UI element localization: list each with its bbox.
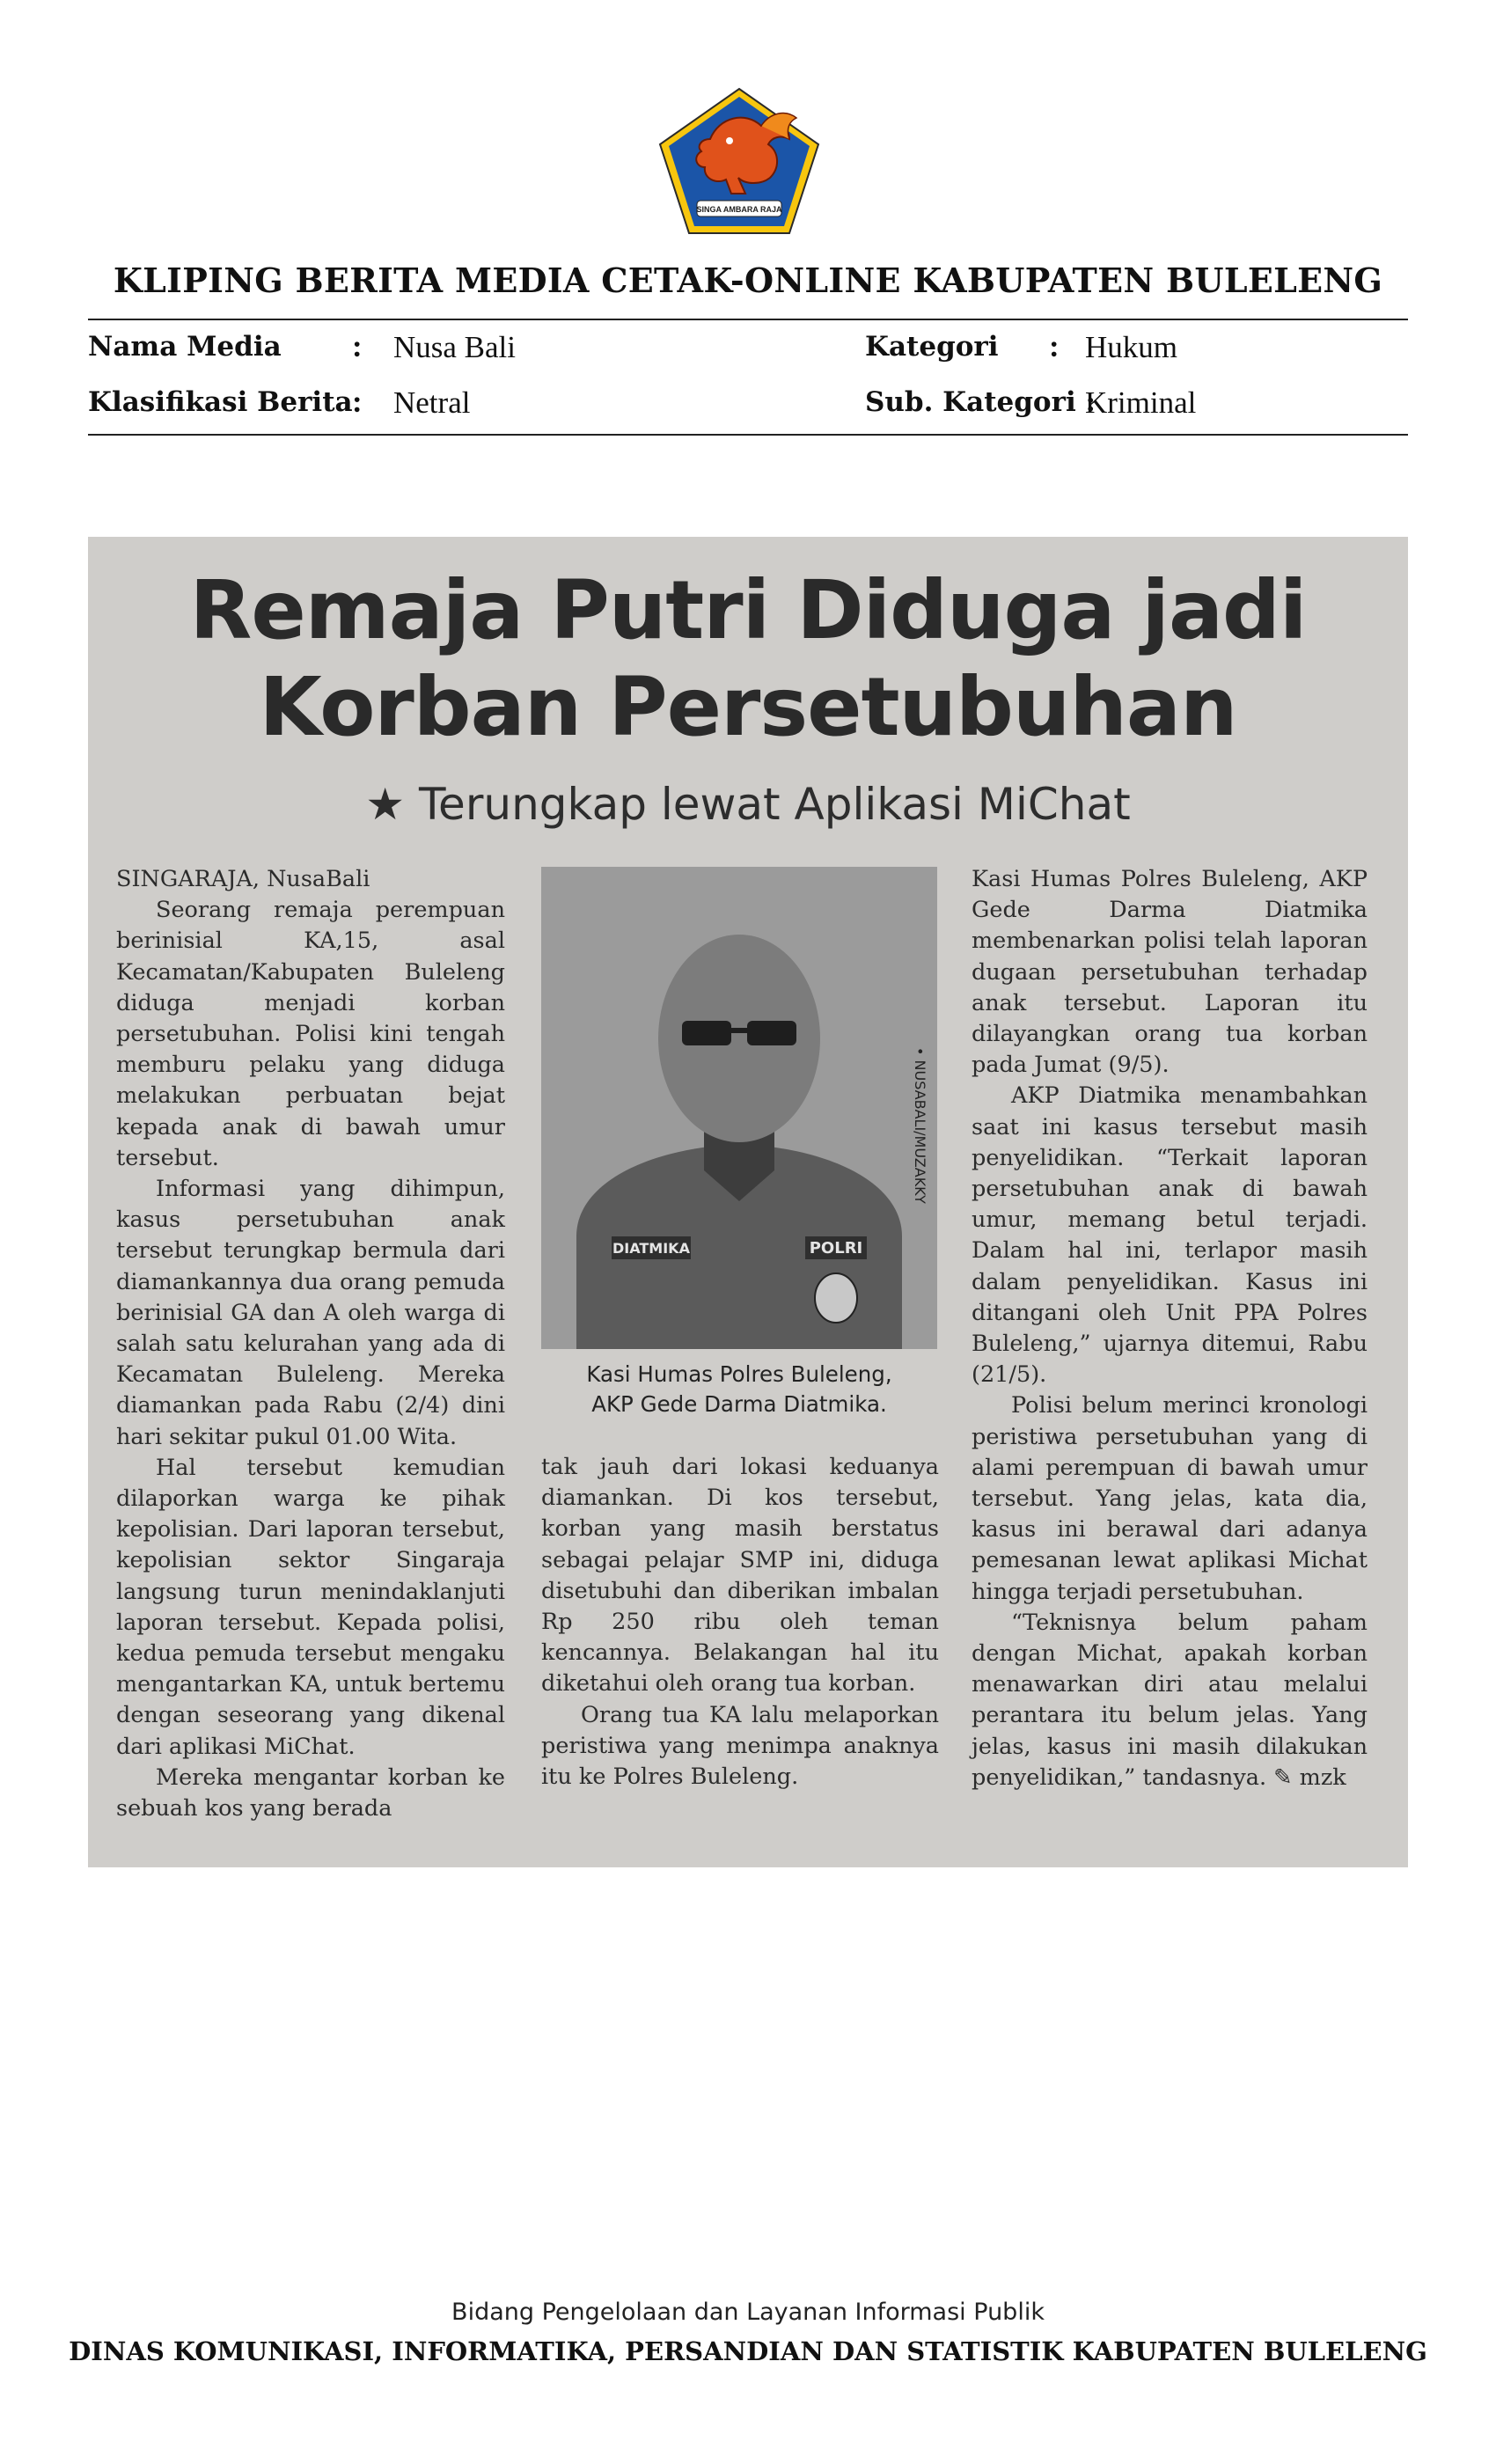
category-value: Hukum [1085, 330, 1177, 364]
classification-label: Klasifikasi Berita [88, 386, 353, 418]
article-paragraph: Orang tua KA lalu melaporkan peristiwa yang menimpa anaknya itu ke Polres Buleleng. [541, 1701, 939, 1791]
subcategory-value: Kriminal [1085, 385, 1197, 420]
buleleng-regency-logo [657, 86, 821, 236]
footer-title: DINAS KOMUNIKASI, INFORMATIKA, PERSANDIAN DAN STATISTIK KABUPATEN BULELENG [69, 2336, 1427, 2366]
caption-line-2: AKP Gede Darma Diatmika. [591, 1391, 887, 1417]
headline-line-2: Korban Persetubuhan [259, 660, 1237, 754]
subcategory-label: Sub. Kategori : [865, 386, 1096, 418]
logo-motto: SINGA AMBARA RAJA [696, 205, 782, 214]
article-column-3 [972, 864, 1368, 1793]
header-bottom-divider [88, 434, 1408, 436]
header-top-divider [88, 319, 1408, 320]
classification-value: Netral [393, 385, 471, 420]
photo-credit: • NUSABALI/MUZAKKY [912, 1047, 928, 1204]
article-paragraph: “Teknisnya belum paham dengan Michat, apakah korban menawarkan diri atau melalui perantara itu belum jelas. Yang jelas, kasus ini masih dilakukan penyelidikan,” tandasnya. ✎ mzk [972, 1609, 1368, 1791]
article-paragraph: AKP Diatmika menambahkan saat ini kasus tersebut masih penyelidikan. “Terkait laporan persetubuhan anak di bawah umur, memang betul terjadi. Dalam hal ini, terlapor masih dalam penyelidikan. Kasus ini ditangani oleh Unit PPA Polres Buleleng,” ujarnya ditemui, Rabu (21/5). [972, 1082, 1368, 1389]
article-subheadline: ★ Terungkap lewat Aplikasi MiChat [365, 779, 1131, 830]
footer-subtitle: Bidang Pengelolaan dan Layanan Informasi Publik [451, 2299, 1045, 2326]
article-column-1 [116, 864, 505, 1824]
media-colon: : [352, 329, 363, 363]
newspaper-clipping [88, 537, 1408, 1867]
photo-caption [541, 1360, 937, 1419]
classification-colon: : [352, 385, 363, 419]
category-label: Kategori [865, 331, 999, 363]
article-paragraph: Kasi Humas Polres Buleleng, AKP Gede Darma Diatmika membenarkan polisi telah laporan dugaan persetubuhan terhadap anak tersebut. Laporan itu dilayangkan orang tua korban pada Jumat (9/5). [972, 866, 1368, 1079]
media-label: Nama Media [88, 331, 282, 363]
badge-name: DIATMIKA [612, 1240, 690, 1257]
article-dateline: SINGARAJA, NusaBali [116, 866, 370, 892]
officer-portrait-illustration [541, 867, 937, 1349]
article-paragraph: Polisi belum merinci kronologi peristiwa persetubuhan yang di alami perempuan di bawah umur tersebut. Yang jelas, kata dia, kasus ini berawal dari adanya pemesanan lewat aplikasi Michat hingga terjadi persetubuhan. [972, 1392, 1368, 1605]
article-paragraph: Informasi yang dihimpun, kasus persetubuhan anak tersebut terungkap bermula dari diamankannya dua orang pemuda berinisial GA dan A oleh warga di salah satu kelurahan yang ada di Kecamatan Buleleng. Mereka diamankan pada Rabu (2/4) dini hari sekitar pukul 01.00 Wita. [116, 1176, 505, 1450]
article-paragraph: Hal tersebut kemudian dilaporkan warga ke pihak kepolisian. Dari laporan tersebut, kepolisian sektor Singaraja langsung turun menindaklanjuti laporan tersebut. Kepada polisi, kedua pemuda tersebut mengaku mengantarkan KA, untuk bertemu dengan seseorang yang dikenal dari aplikasi MiChat. [116, 1454, 505, 1760]
officer-photo [541, 867, 937, 1349]
headline-line-1: Remaja Putri Diduga jadi [189, 563, 1307, 657]
article-paragraph: Seorang remaja perempuan berinisial KA,15, asal Kecamatan/Kabupaten Buleleng diduga menjadi korban persetubuhan. Polisi kini tengah memburu pelaku yang diduga melakukan perbuatan bejat kepada anak di bawah umur tersebut. [116, 897, 505, 1171]
badge-unit: POLRI [809, 1239, 863, 1258]
document-title: KLIPING BERITA MEDIA CETAK-ONLINE KABUPATEN BULELENG [113, 260, 1383, 300]
article-paragraph: tak jauh dari lokasi keduanya diamankan. Di kos tersebut, korban yang masih berstatus sebagai pelajar SMP ini, diduga disetubuhi dan diberikan imbalan Rp 250 ribu oleh teman kencannya. Belakangan hal itu diketahui oleh orang tua korban. [541, 1454, 939, 1698]
media-value: Nusa Bali [393, 330, 517, 364]
article-column-2 [541, 1452, 939, 1793]
category-colon: : [1049, 329, 1060, 363]
caption-line-1: Kasi Humas Polres Buleleng, [586, 1361, 892, 1387]
article-paragraph: Mereka mengantar korban ke sebuah kos yang berada [116, 1764, 505, 1822]
